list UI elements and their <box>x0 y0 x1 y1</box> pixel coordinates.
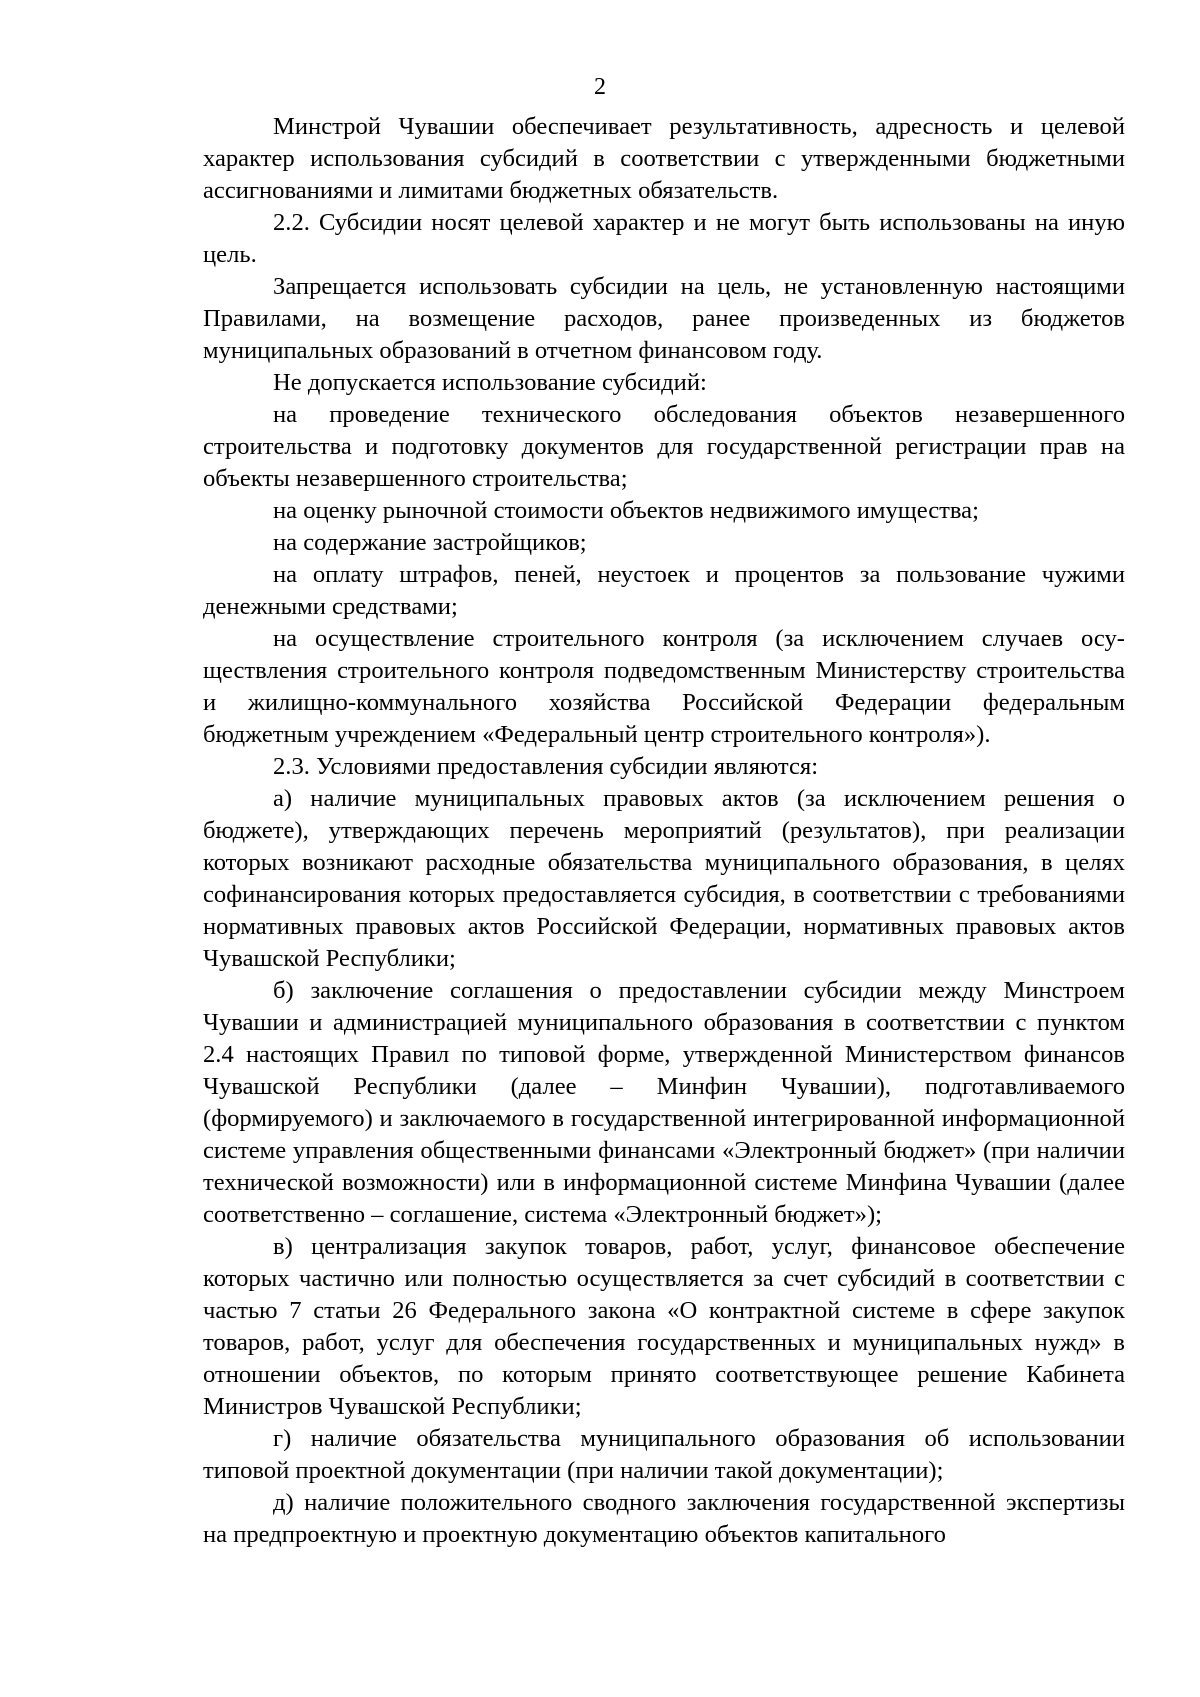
paragraph-not-allowed-heading: Не допускается использование субсидий: <box>273 369 707 396</box>
document-body <box>203 111 1125 1551</box>
condition-d: д) наличие положительного сводного заключения государственной экспертизы на предпроектную и проектную документацию объектов капитального <box>203 1489 1125 1548</box>
paragraph-minstroy-ensures: Минстрой Чувашии обеспечивает результативность, адресность и целевой характер использования субсидий в соответствии с утвержденными бюджетными ассигнованиями и лимитами бюджетных обязательств. <box>203 113 1125 204</box>
list-item-construction-control: на осуществление строительного контроля (за исключением случаев осуществления строительного контроля подведомственным Министерству строительства и жилищно-коммунального хозяйства Российской Федерации федеральным бюджетным учреждением «Федеральный центр строительного контроля»). <box>203 625 1125 748</box>
condition-a: а) наличие муниципальных правовых актов (за исключением решения о бюджете), утверждающих перечень мероприятий (результатов), при реализации которых возникают расходные обязательства муниципального образования, в целях софинансирования которых предоставляется субсидия, в соответствии с требованиями нормативных правовых актов Российской Федерации, нормативных правовых актов Чувашской Республики; <box>203 785 1125 972</box>
page-number: 2 <box>594 74 606 100</box>
list-item-market-valuation: на оценку рыночной стоимости объектов недвижимого имущества; <box>273 497 979 524</box>
condition-g: г) наличие обязательства муниципального образования об использовании типовой проектной документации (при наличии такой документации); <box>203 1425 1125 1484</box>
paragraph-2-3: 2.3. Условиями предоставления субсидии являются: <box>273 753 819 780</box>
paragraph-2-2: 2.2. Субсидии носят целевой характер и не могут быть использованы на иную цель. <box>203 209 1125 268</box>
list-item-developer-maintenance: на содержание застройщиков; <box>273 529 587 556</box>
list-item-technical-survey: на проведение технического обследования объектов незавершенного строительства и подготовку документов для государственной регистрации прав на объекты незавершенного строительства; <box>203 401 1125 492</box>
paragraph-prohibited-use: Запрещается использовать субсидии на цель, не установленную настоящими Правилами, на возмещение расходов, ранее произведенных из бюджетов муниципальных образований в отчетном финансовом году. <box>203 273 1125 364</box>
list-item-fines-penalties: на оплату штрафов, пеней, неустоек и процентов за пользование чужими денежными средствами; <box>203 561 1125 620</box>
condition-v: в) централизация закупок товаров, работ, услуг, финансовое обеспечение которых частично или полностью осуществляется за счет субсидий в соответствии с частью 7 статьи 26 Федерального закона «О контрактной системе в сфере закупок товаров, работ, услуг для обеспечения государственных и муниципальных нужд» в отношении объектов, по которым принято соответствующее решение Кабинета Министров Чувашской Республики; <box>203 1233 1125 1420</box>
condition-b: б) заключение соглашения о предоставлении субсидии между Минстроем Чувашии и администрацией муниципального образования в соответствии с пунктом 2.4 настоящих Правил по типовой форме, утвержденной Министерством финансов Чувашской Республики (далее – Минфин Чувашии), подготавливаемого (формируемого) и заключаемого в государственной интегрированной информационной системе управления общественными финансами «Электронный бюджет» (при наличии технической возможности) или в информационной системе Минфина Чувашии (далее соответственно – соглашение, система «Электронный бюджет»); <box>203 977 1125 1228</box>
